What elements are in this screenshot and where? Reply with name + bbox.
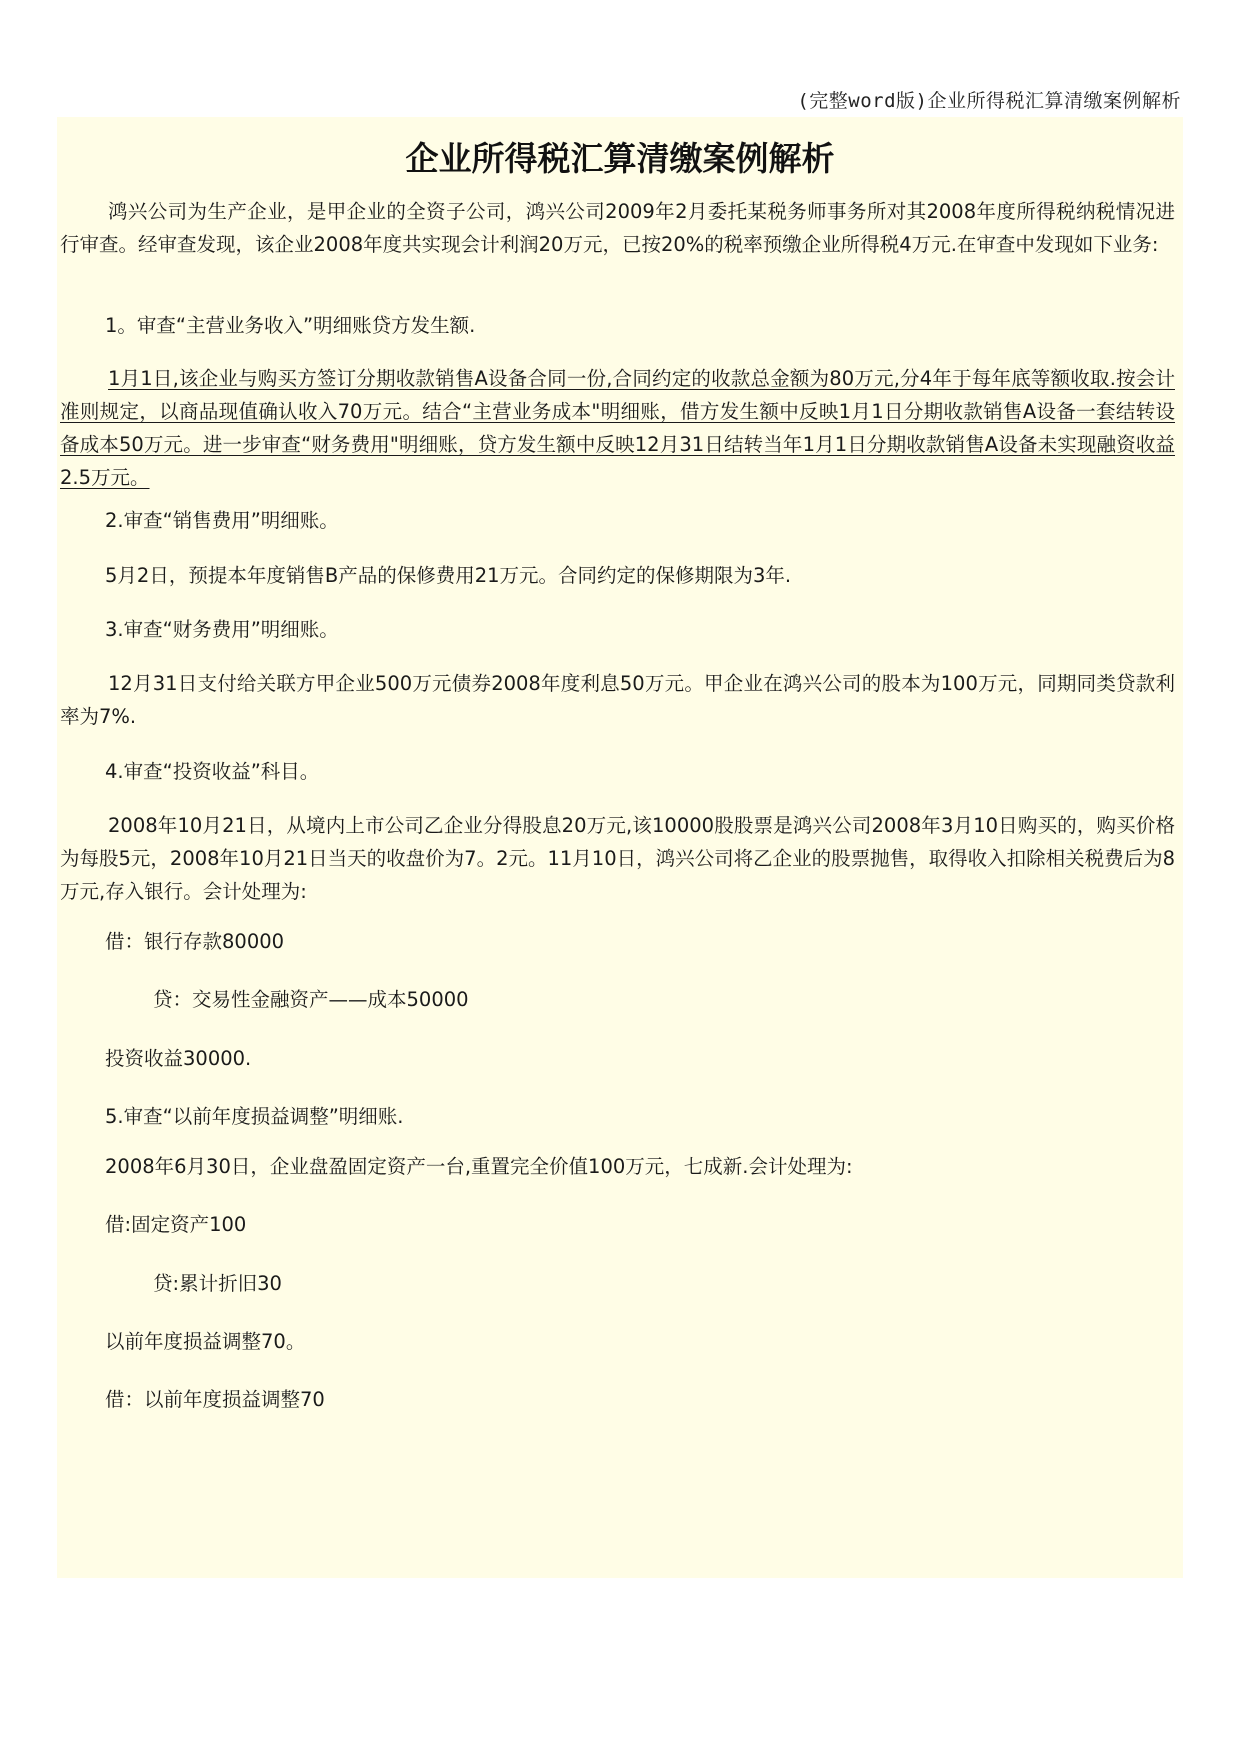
item-1-detail: 1月1日,该企业与购买方签订分期收款销售A设备合同一份,合同约定的收款总金额为80万元,分4年于每年底等额收取.按会计准则规定，以商品现值确认收入70万元。结合“主营业务成本"明细账，借方发生额中反映1月1日分期收款销售A设备一套结转设备成本50万元。进一步审查“财务费用"明细账，贷方发生额中反映12月31日结转当年1月1日分期收款销售A设备未实现融资收益2.5万元。 [60, 367, 1175, 489]
item-3-heading: 3.审查“财务费用”明细账。 [105, 618, 339, 641]
entry-2-credit: 贷:累计折旧30 [153, 1272, 282, 1295]
entry-1-credit: 贷：交易性金融资产——成本50000 [153, 988, 469, 1011]
item-5-detail: 2008年6月30日，企业盘盈固定资产一台,重置完全价值100万元，七成新.会计处理为: [105, 1155, 853, 1178]
entry-1-debit: 借：银行存款80000 [105, 930, 285, 953]
entry-2-debit: 借:固定资产100 [105, 1213, 247, 1236]
item-4-detail: 2008年10月21日，从境内上市公司乙企业分得股息20万元,该10000股股票是鸿兴公司2008年3月10日购买的，购买价格为每股5元，2008年10月21日当天的收盘价为7。2元。11月10日，鸿兴公司将乙企业的股票抛售，取得收入扣除相关税费后为8万元,存入银行。会计处理为: [60, 814, 1176, 903]
item-2-heading: 2.审查“销售费用”明细账。 [105, 509, 339, 532]
page-title: 企业所得税汇算清缴案例解析 [405, 139, 835, 178]
item-4-heading: 4.审查“投资收益”科目。 [105, 760, 320, 783]
entry-3-debit: 借：以前年度损益调整70 [105, 1388, 325, 1411]
entry-1-gain: 投资收益30000. [105, 1047, 252, 1070]
running-header: (完整word版)企业所得税汇算清缴案例解析 [797, 90, 1181, 112]
entry-2-adjust: 以前年度损益调整70。 [105, 1330, 306, 1353]
item-3-detail: 12月31日支付给关联方甲企业500万元债券2008年度利息50万元。甲企业在鸿兴公司的股本为100万元，同期同类贷款利率为7%. [60, 672, 1175, 728]
item-1-heading: 1。审查“主营业务收入”明细账贷方发生额. [105, 314, 476, 337]
item-5-heading: 5.审查“以前年度损益调整”明细账. [105, 1105, 404, 1128]
intro-paragraph: 鸿兴公司为生产企业，是甲企业的全资子公司，鸿兴公司2009年2月委托某税务师事务所对其2008年度所得税纳税情况进行审查。经审查发现，该企业2008年度共实现会计利润20万元，已按20%的税率预缴企业所得税4万元.在审查中发现如下业务: [60, 200, 1175, 256]
item-2-detail: 5月2日，预提本年度销售B产品的保修费用21万元。合同约定的保修期限为3年. [105, 564, 792, 587]
document-page [57, 117, 1183, 1578]
